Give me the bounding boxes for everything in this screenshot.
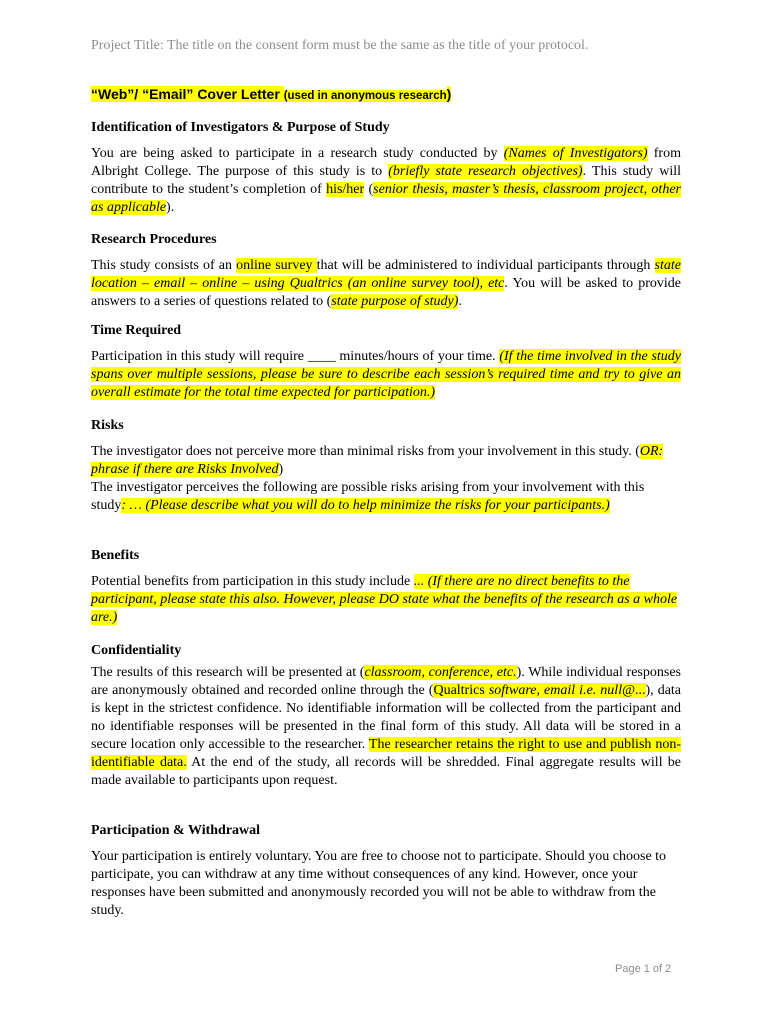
section-heading: Confidentiality xyxy=(91,643,182,658)
cover-title-text: “Web”/ “Email” Cover Letter xyxy=(91,86,284,102)
body-text: ) xyxy=(278,462,284,477)
section-research-procedures xyxy=(91,231,681,311)
highlighted-placeholder: @... xyxy=(622,683,646,698)
cover-close-paren: ) xyxy=(446,86,452,102)
section-body xyxy=(91,348,681,402)
body-text: ( xyxy=(364,182,374,197)
section-body xyxy=(91,443,681,515)
highlighted-placeholder: state purpose of study) xyxy=(331,294,459,309)
section-heading: Benefits xyxy=(91,548,140,563)
page-number: Page 1 of 2 xyxy=(615,963,672,975)
section-body: Your participation is entirely voluntary. You are free to choose not to participate. Should you choose to participate, you can withdraw at any time without consequences of any kind. However, once your responses have been submitted and anonymously recorded you will not be able to withdraw from the study. xyxy=(91,849,667,918)
section-body xyxy=(91,664,681,790)
body-text: . You will be asked to provide answers to a series of questions related to ( xyxy=(91,276,681,309)
section-heading: Research Procedures xyxy=(91,232,217,247)
section-participation-withdrawal xyxy=(91,822,681,920)
section-risks xyxy=(91,417,681,515)
body-text: that will be administered to individual participants through xyxy=(316,258,655,273)
highlighted-placeholder: software, email i.e. null xyxy=(488,683,623,698)
section-body xyxy=(91,257,681,311)
project-title-note: Project Title: The title on the consent form must be the same as the title of your protocol. xyxy=(91,38,589,53)
section-confidentiality xyxy=(91,642,681,790)
body-text: The results of this research will be presented at ( xyxy=(91,665,365,680)
body-text: . This study will contribute to the student’s completion of xyxy=(91,164,681,197)
section-heading: Participation & Withdrawal xyxy=(91,823,261,838)
section-heading: Time Required xyxy=(91,323,182,338)
highlighted-placeholder: state location – email – online – using Qualtrics (an online survey tool), etc xyxy=(91,258,681,291)
highlighted-placeholder: The researcher retains the right to use and publish non-identifiable data. xyxy=(91,737,681,770)
body-text: ), data is kept in the strictest confidence. No identifiable information will be collected from the participant and no identifiable responses will be presented in the final form of this study. All data will be stored in a secure location only accessible to the researcher. xyxy=(91,683,682,752)
cover-subtitle: (used in anonymous research xyxy=(283,90,447,102)
highlighted-placeholder: ... (If there are no direct benefits to the participant, please state this also. However, please DO state what the benefits of the research as a whole are.) xyxy=(91,574,678,625)
section-heading: Risks xyxy=(91,418,124,433)
highlighted-placeholder: OR: phrase if there are Risks Involved xyxy=(91,444,664,477)
body-text: ). xyxy=(166,200,175,215)
body-text: This study consists of an xyxy=(91,258,237,273)
section-body xyxy=(91,573,681,627)
highlighted-placeholder: online survey xyxy=(236,258,317,273)
highlighted-placeholder: : … (Please describe what you will do to help minimize the risks for your participants.) xyxy=(121,498,610,513)
body-text: The investigator does not perceive more than minimal risks from your involvement in this study. ( xyxy=(91,444,640,459)
highlighted-placeholder: classroom, conference, etc. xyxy=(364,665,517,680)
highlighted-placeholder: senior thesis, master’s thesis, classroom project, other as applicable xyxy=(91,182,681,215)
cover-letter-title xyxy=(91,86,451,102)
body-text: ). While individual responses are anonymously obtained and recorded online through the ( xyxy=(91,665,681,698)
highlighted-placeholder: Qualtrics xyxy=(433,683,489,698)
section-body xyxy=(91,145,681,217)
highlighted-placeholder: (Names of Investigators) xyxy=(503,146,648,161)
section-benefits xyxy=(91,547,681,627)
section-heading: Identification of Investigators & Purpose of Study xyxy=(91,120,390,135)
body-text: Potential benefits from participation in this study include xyxy=(91,574,414,589)
body-text: from Albright College. The purpose of this study is to xyxy=(91,146,681,179)
highlighted-placeholder: (briefly state research objectives) xyxy=(388,164,583,179)
body-text: Participation in this study will require ____ minutes/hours of your time. xyxy=(91,349,500,364)
highlighted-placeholder: his/her xyxy=(326,182,365,197)
section-time-required xyxy=(91,322,681,402)
body-text: You are being asked to participate in a research study conducted by xyxy=(91,146,504,161)
body-text: The investigator perceives the following are possible risks arising from your involvement with this study xyxy=(91,480,645,513)
highlighted-placeholder: (If the time involved in the study spans over multiple sessions, please be sure to describe each session’s required time and try to give an overall estimate for the total time expected for participation.) xyxy=(91,349,682,400)
body-text: . xyxy=(458,294,462,309)
section-identification xyxy=(91,119,681,217)
body-text: At the end of the study, all records will be shredded. Final aggregate results will be made available to participants upon request. xyxy=(91,755,681,788)
